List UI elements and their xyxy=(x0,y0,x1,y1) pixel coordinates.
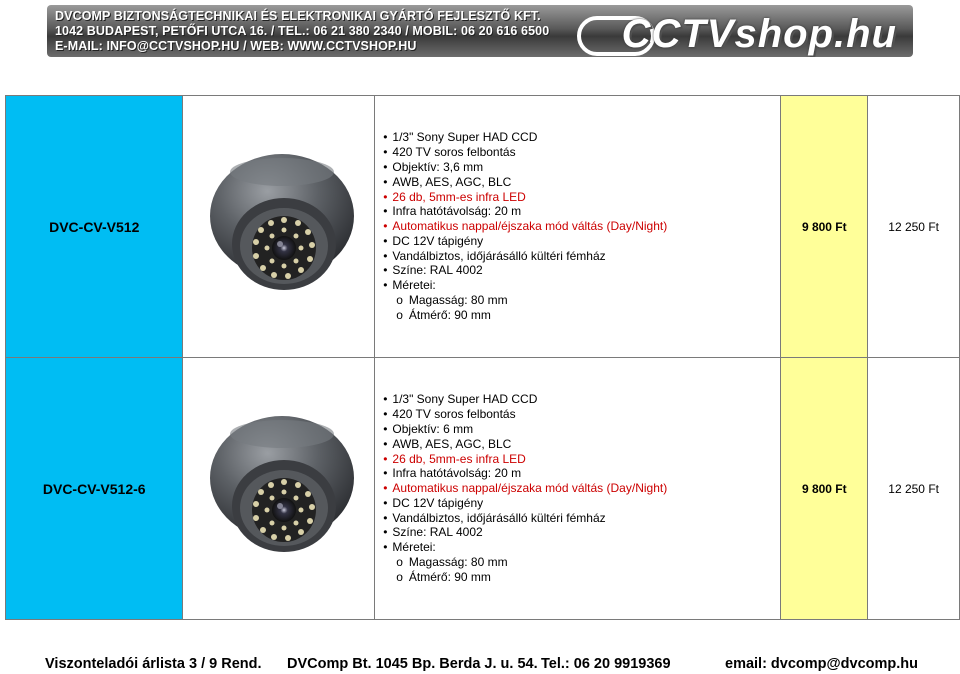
spec-item: • Infra hatótávolság: 20 m xyxy=(383,466,780,481)
spec-item: • Méretei: xyxy=(383,540,780,555)
spec-item: • Objektív: 3,6 mm xyxy=(383,160,780,175)
header-banner xyxy=(47,5,913,57)
footer-phone: Tel.: 06 20 9919369 xyxy=(541,656,671,672)
spec-item: • 420 TV soros felbontás xyxy=(383,407,780,422)
spec-list xyxy=(375,130,780,322)
spec-item: • Vandálbiztos, időjárásálló kültéri fémház xyxy=(383,249,780,264)
spec-item: • Automatikus nappal/éjszaka mód váltás (Day/Night) xyxy=(383,481,780,496)
product-row xyxy=(6,96,960,358)
company-name: DVCOMP BIZTONSÁGTECHNIKAI ÉS ELEKTRONIKAI GYÁRTÓ FEJLESZTŐ KFT. xyxy=(55,9,541,23)
dimension-item: o Átmérő: 90 mm xyxy=(383,570,780,585)
spec-item: • 26 db, 5mm-es infra LED xyxy=(383,190,780,205)
spec-item: • Vandálbiztos, időjárásálló kültéri fémház xyxy=(383,511,780,526)
product-table xyxy=(5,95,960,620)
price-net: 9 800 Ft xyxy=(781,96,868,358)
spec-item: • Automatikus nappal/éjszaka mód váltás (Day/Night) xyxy=(383,219,780,234)
spec-item: • AWB, AES, AGC, BLC xyxy=(383,437,780,452)
dimension-item: o Magasság: 80 mm xyxy=(383,293,780,308)
dimension-item: o Átmérő: 90 mm xyxy=(383,308,780,323)
product-code: DVC-CV-V512-6 xyxy=(6,358,183,620)
price-gross: 12 250 Ft xyxy=(868,96,960,358)
price-net: 9 800 Ft xyxy=(781,358,868,620)
product-image xyxy=(183,96,375,358)
spec-item: • Infra hatótávolság: 20 m xyxy=(383,204,780,219)
spec-item: • 26 db, 5mm-es infra LED xyxy=(383,452,780,467)
company-address: 1042 BUDAPEST, PETŐFI UTCA 16. / TEL.: 06 21 380 2340 / MOBIL: 06 20 616 6500 xyxy=(55,24,550,38)
spec-item: • DC 12V tápigény xyxy=(383,496,780,511)
product-image xyxy=(183,358,375,620)
spec-item: • 420 TV soros felbontás xyxy=(383,145,780,160)
company-contact: E-MAIL: INFO@CCTVSHOP.HU / WEB: WWW.CCTVSHOP.HU xyxy=(55,39,417,53)
product-specs xyxy=(375,96,781,358)
product-row xyxy=(6,358,960,620)
spec-item: • Objektív: 6 mm xyxy=(383,422,780,437)
page-footer xyxy=(45,656,925,674)
footer-pricelist: Viszonteladói árlista 3 / 9 Rend. xyxy=(45,656,262,672)
dimension-item: o Magasság: 80 mm xyxy=(383,555,780,570)
spec-item: • Méretei: xyxy=(383,278,780,293)
price-gross: 12 250 Ft xyxy=(868,358,960,620)
product-code: DVC-CV-V512 xyxy=(6,96,183,358)
logo-text: CCTVshop.hu xyxy=(621,12,897,56)
spec-item: • Színe: RAL 4002 xyxy=(383,525,780,540)
cctvshop-logo[interactable] xyxy=(603,9,903,56)
footer-email[interactable]: email: dvcomp@dvcomp.hu xyxy=(725,656,919,672)
spec-item: • 1/3" Sony Super HAD CCD xyxy=(383,392,780,407)
spec-item: • Színe: RAL 4002 xyxy=(383,263,780,278)
footer-company: DVComp Bt. 1045 Bp. Berda J. u. 54. xyxy=(287,656,538,672)
dome-camera-icon xyxy=(204,406,354,566)
spec-list xyxy=(375,392,780,584)
spec-item: • DC 12V tápigény xyxy=(383,234,780,249)
spec-item: • 1/3" Sony Super HAD CCD xyxy=(383,130,780,145)
spec-item: • AWB, AES, AGC, BLC xyxy=(383,175,780,190)
product-specs xyxy=(375,358,781,620)
dome-camera-icon xyxy=(204,144,354,304)
company-info xyxy=(55,9,549,54)
